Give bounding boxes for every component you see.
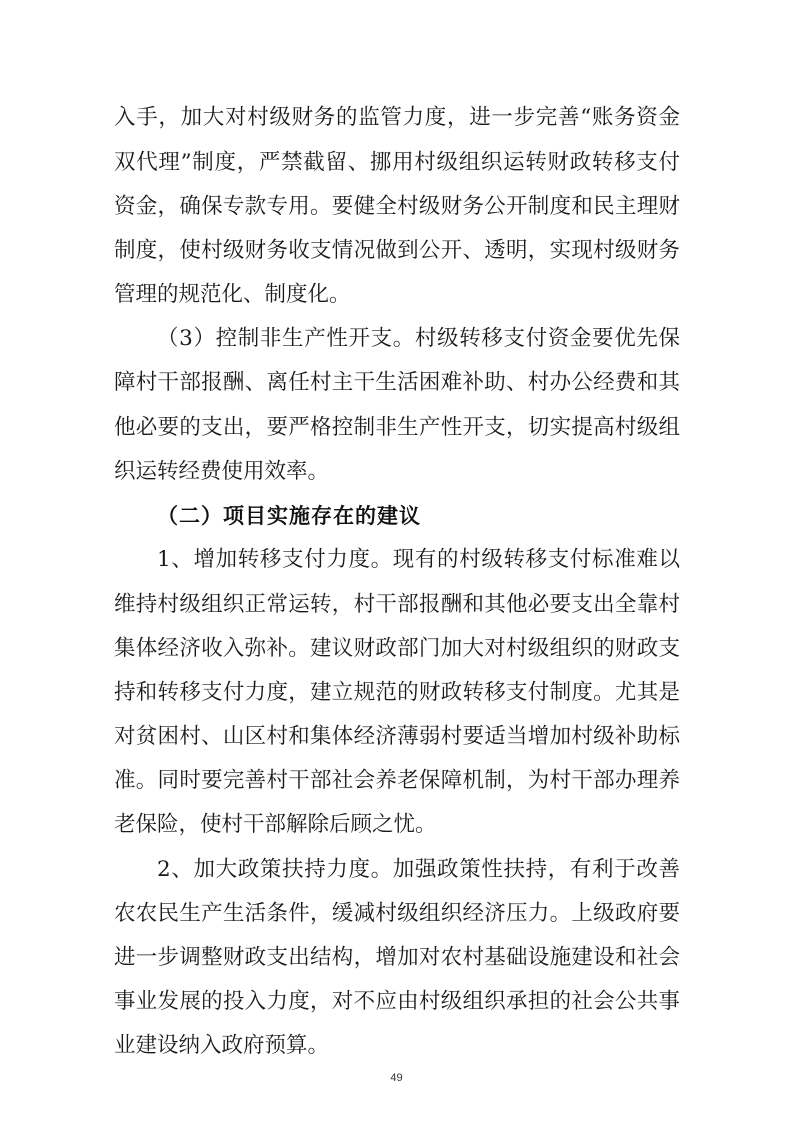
paragraph-1-line-2: 双代理”制度，严禁截留、挪用村级组织运转财政转移支付 [114, 150, 680, 175]
paragraph-3-line-6: 准。同时要完善村干部社会养老保障机制，为村干部办理养 [114, 768, 680, 793]
paragraph-1-line-5: 管理的规范化、制度化。 [114, 282, 351, 307]
paragraph-2-line-3: 他必要的支出，要严格控制非生产性开支，切实提高村级组 [114, 415, 680, 440]
paragraph-4-line-3: 进一步调整财政支出结构，增加对农村基础设施建设和社会 [114, 945, 680, 970]
paragraph-3-line-1: 1、增加转移支付力度。现有的村级转移支付标准难以 [157, 547, 680, 572]
paragraph-2-line-2: 障村干部报酬、离任村主干生活困难补助、村办公经费和其 [114, 370, 680, 395]
paragraph-3-line-4: 持和转移支付力度，建立规范的财政转移支付制度。尤其是 [114, 680, 680, 705]
paragraph-2-line-4: 织运转经费使用效率。 [114, 459, 330, 484]
paragraph-1-line-4: 制度，使村级财务收支情况做到公开、透明，实现村级财务 [114, 238, 680, 263]
page-number: 49 [390, 1072, 403, 1084]
paragraph-4-line-4: 事业发展的投入力度，对不应由村级组织承担的社会公共事 [114, 989, 680, 1014]
paragraph-2-line-1: （3）控制非生产性开支。村级转移支付资金要优先保 [157, 326, 680, 351]
paragraph-1-line-3: 资金，确保专款专用。要健全村级财务公开制度和民主理财 [114, 194, 680, 219]
paragraph-1-line-1: 入手，加大对村级财务的监管力度，进一步完善“账务资金 [114, 105, 680, 130]
paragraph-3-line-5: 对贫困村、山区村和集体经济薄弱村要适当增加村级补助标 [114, 724, 680, 749]
paragraph-4-line-5: 业建设纳入政府预算。 [114, 1033, 330, 1058]
section-heading: （二）项目实施存在的建议 [157, 504, 421, 528]
paragraph-4-line-1: 2、加大政策扶持力度。加强政策性扶持，有利于改善 [157, 857, 680, 882]
paragraph-4-line-2: 农农民生产生活条件，缓减村级组织经济压力。上级政府要 [114, 901, 680, 926]
paragraph-3-line-2: 维持村级组织正常运转，村干部报酬和其他必要支出全靠村 [114, 592, 680, 617]
paragraph-3-line-7: 老保险，使村干部解除后顾之忧。 [114, 812, 437, 837]
paragraph-3-line-3: 集体经济收入弥补。建议财政部门加大对村级组织的财政支 [114, 636, 680, 661]
